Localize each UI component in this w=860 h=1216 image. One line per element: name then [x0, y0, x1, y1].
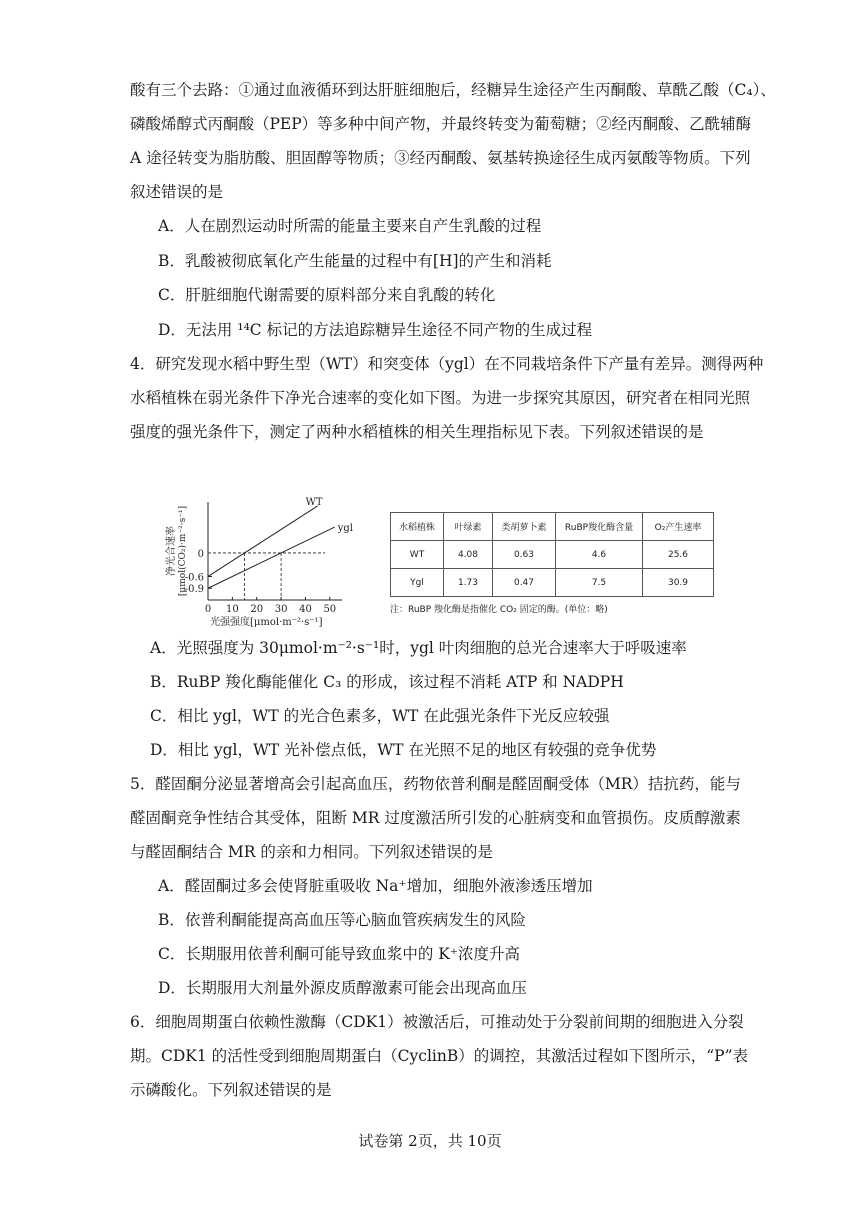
- q3-stem-line: 叙述错误的是: [130, 183, 224, 201]
- q3-option-b: B．乳酸被彻底氧化产生能量的过程中有[H]的产生和消耗: [158, 252, 552, 270]
- table-header-cell: 水稻植株: [391, 513, 444, 541]
- q4-option-c: C．相比 ygl，WT 的光合色素多，WT 在此强光条件下光反应较强: [150, 707, 610, 725]
- y-tick-label: 0: [197, 548, 204, 560]
- q3-stem-line: 磷酸烯醇式丙酮酸（PEP）等多种中间产物，并最终转变为葡萄糖；②经丙酮酸、乙酰辅酶: [130, 115, 752, 133]
- series-label-ygl: ygl: [337, 523, 353, 535]
- table-cell: 30.9: [643, 569, 714, 597]
- x-tick-label: 50: [323, 604, 337, 615]
- y-axis-title: 净光合速率: [166, 526, 177, 576]
- x-tick-label: 30: [274, 604, 288, 615]
- table-header-cell: 叶绿素: [444, 513, 493, 541]
- y-tick-label: -0.9: [184, 584, 204, 596]
- net-photosynthesis-chart: [166, 496, 370, 628]
- x-tick-label: 10: [225, 604, 239, 615]
- q3-stem-line: A 途径转变为脂肪酸、胆固醇等物质；③经丙酮酸、氨基转换途径生成丙氨酸等物质。下列: [130, 149, 751, 167]
- q4-option-b: B．RuBP 羧化酶能催化 C₃ 的形成，该过程不消耗 ATP 和 NADPH: [150, 673, 624, 691]
- page-footer: 试卷第 2页，共 10页: [358, 1132, 502, 1150]
- q5-option-c: C．长期服用依普利酮可能导致血浆中的 K⁺浓度升高: [158, 945, 521, 963]
- table-header-cell: RuBP羧化酶含量: [556, 513, 643, 541]
- q5-stem-line: 与醛固酮结合 MR 的亲和力相同。下列叙述错误的是: [130, 843, 493, 861]
- q4-stem-line: 4．研究发现水稻中野生型（WT）和突变体（ygl）在不同栽培条件下产量有差异。测得两种: [130, 355, 764, 373]
- q4-stem-line: 水稻植株在弱光条件下净光合速率的变化如下图。为进一步探究其原因，研究者在相同光照: [130, 389, 751, 407]
- q5-stem-line: 5．醛固酮分泌显著增高会引起高血压，药物依普利酮是醛固酮受体（MR）拮抗药，能与: [130, 775, 741, 793]
- q4-option-d: D．相比 ygl，WT 光补偿点低，WT 在光照不足的地区有较强的竞争优势: [150, 741, 657, 759]
- table-cell: 0.47: [493, 569, 556, 597]
- table-cell: 1.73: [444, 569, 493, 597]
- table-header-row: [391, 513, 714, 541]
- x-axis-title: 光强强度[μmol·m⁻²·s⁻¹]: [210, 617, 323, 628]
- table-cell: 4.6: [556, 541, 643, 569]
- q4-stem-line: 强度的强光条件下，测定了两种水稻植株的相关生理指标见下表。下列叙述错误的是: [130, 423, 704, 441]
- table-cell: 4.08: [444, 541, 493, 569]
- table-header-cell: 类胡萝卜素: [493, 513, 556, 541]
- y-axis-unit: [μmol(CO₂)·m⁻²·s⁻¹]: [178, 505, 188, 597]
- q6-stem-line: 6．细胞周期蛋白依赖性激酶（CDK1）被激活后，可推动处于分裂前间期的细胞进入分裂: [130, 1013, 744, 1031]
- physiology-table: [390, 512, 714, 597]
- table-cell: 0.63: [493, 541, 556, 569]
- q6-stem-line: 期。CDK1 的活性受到细胞周期蛋白（CyclinB）的调控，其激活过程如下图所示，“P”表: [130, 1047, 749, 1065]
- table-note: 注：RuBP 羧化酶是指催化 CO₂ 固定的酶。(单位：略): [390, 605, 608, 615]
- x-tick-label: 40: [299, 604, 312, 615]
- q3-option-d: D．无法用 ¹⁴C 标记的方法追踪糖异生途径不同产物的生成过程: [158, 321, 593, 339]
- q3-option-a: A．人在剧烈运动时所需的能量主要来自产生乳酸的过程: [158, 217, 542, 235]
- x-tick-label: 20: [250, 604, 264, 615]
- table-row: [391, 569, 714, 597]
- series-label-WT: WT: [305, 496, 323, 508]
- q5-option-d: D．长期服用大剂量外源皮质醇激素可能会出现高血压: [158, 979, 527, 997]
- table-cell: WT: [391, 541, 444, 569]
- table-header-cell: O₂产生速率: [643, 513, 714, 541]
- q6-stem-line: 示磷酸化。下列叙述错误的是: [130, 1081, 332, 1099]
- table-cell: 7.5: [556, 569, 643, 597]
- x-tick-label: 0: [204, 604, 212, 615]
- table-cell: Ygl: [391, 569, 444, 597]
- q4-option-a: A．光照强度为 30μmol·m⁻²·s⁻¹时，ygl 叶肉细胞的总光合速率大于呼吸速率: [150, 639, 687, 657]
- q5-stem-line: 醛固酮竞争性结合其受体，阻断 MR 过度激活所引发的心脏病变和血管损伤。皮质醇激素: [130, 809, 741, 827]
- q3-stem-line: 酸有三个去路：①通过血液循环到达肝脏细胞后，经糖异生途径产生丙酮酸、草酰乙酸（C₄）、: [130, 81, 776, 99]
- table-row: [391, 541, 714, 569]
- series-line-WT: [208, 506, 318, 577]
- q3-option-c: C．肝脏细胞代谢需要的原料部分来自乳酸的转化: [158, 286, 496, 304]
- y-tick-label: -0.6: [184, 572, 204, 584]
- table-cell: 25.6: [643, 541, 714, 569]
- q5-option-a: A．醛固酮过多会使肾脏重吸收 Na⁺增加，细胞外液渗透压增加: [158, 877, 593, 895]
- q5-option-b: B．依普利酮能提高高血压等心脑血管疾病发生的风险: [158, 911, 526, 929]
